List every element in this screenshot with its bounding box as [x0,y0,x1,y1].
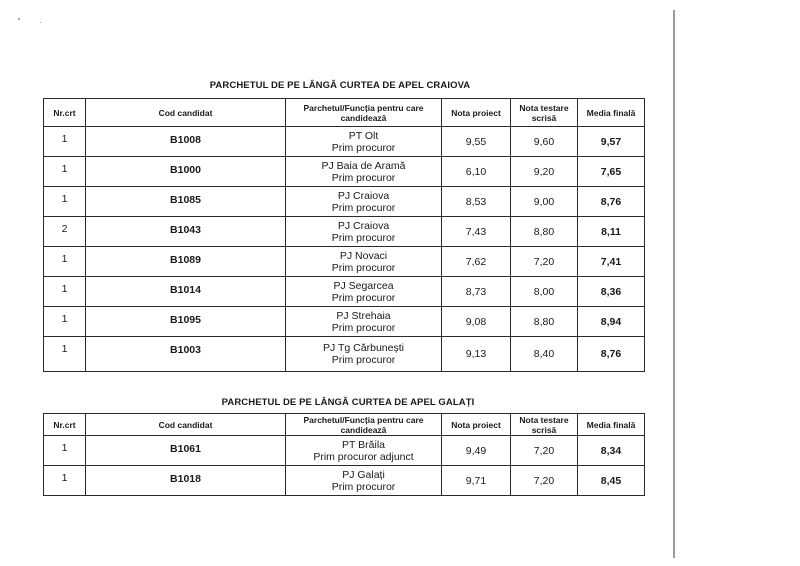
cell-media-finala: 7,41 [578,247,645,277]
header-media: Media finală [578,99,645,127]
cell-nota-proiect: 6,10 [442,157,511,187]
table-row [44,277,645,307]
header-nota-proiect: Nota proiect [442,99,511,127]
cell-parchet-functie [286,466,442,496]
cell-nota-testare: 9,60 [511,127,578,157]
parchet-name: PJ Craiova [337,189,390,202]
cell-cod-candidat: B1095 [86,307,286,337]
parchet-name: PJ Tg Cărbunești [323,342,404,354]
header-nota-testare: Nota testare scrisă [511,414,578,436]
cell-parchet-functie [286,127,442,157]
cell-nr: 1 [44,307,86,337]
header-parchet: Parchetul/Funcția pentru care candidează [286,99,442,127]
results-table-galati [43,413,645,496]
table-row [44,127,645,157]
functie-name: Prim procuror [331,201,396,214]
cell-media-finala: 8,36 [578,277,645,307]
header-cod: Cod candidat [86,414,286,436]
functie-name: Prim procuror [331,141,396,154]
parchet-name: PJ Novaci [339,249,388,262]
cell-nota-testare: 8,40 [511,337,578,372]
cell-nota-testare: 9,00 [511,187,578,217]
cell-nr: 1 [44,277,86,307]
header-nr: Nr.crt [44,99,86,127]
cell-media-finala: 8,94 [578,307,645,337]
parchet-name: PJ Segarcea [333,279,394,292]
cell-nota-proiect: 9,08 [442,307,511,337]
scan-speck [40,22,41,23]
cell-nota-proiect: 9,13 [442,337,511,372]
functie-name: Prim procuror [331,261,396,274]
table-row [44,157,645,187]
table-row [44,436,645,466]
cell-nota-testare: 8,00 [511,277,578,307]
cell-nr: 1 [44,337,86,372]
cell-cod-candidat: B1061 [86,436,286,466]
cell-nota-testare: 8,80 [511,307,578,337]
parchet-name: PJ Strehaia [336,309,391,322]
cell-nr: 1 [44,436,86,466]
parchet-name: PT Olt [348,129,379,142]
functie-name: Prim procuror [331,171,396,184]
cell-media-finala: 8,76 [578,337,645,372]
cell-cod-candidat: B1085 [86,187,286,217]
cell-nota-proiect: 9,49 [442,436,511,466]
header-parchet: Parchetul/Funcția pentru care candidează [286,414,442,436]
scan-edge-line [673,10,675,558]
cell-nr: 1 [44,127,86,157]
cell-parchet-functie [286,157,442,187]
functie-name: Prim procuror [331,231,396,244]
cell-cod-candidat: B1003 [86,337,286,372]
table-header-row [44,414,645,436]
header-media: Media finală [578,414,645,436]
cell-cod-candidat: B1000 [86,157,286,187]
header-nota-proiect: Nota proiect [442,414,511,436]
cell-nota-testare: 8,80 [511,217,578,247]
cell-parchet-functie [286,307,442,337]
cell-nr: 1 [44,187,86,217]
cell-nota-testare: 7,20 [511,466,578,496]
table-row [44,187,645,217]
cell-nota-testare: 7,20 [511,247,578,277]
cell-cod-candidat: B1014 [86,277,286,307]
cell-cod-candidat: B1008 [86,127,286,157]
table-row [44,247,645,277]
cell-parchet-functie [286,277,442,307]
table-header-row [44,99,645,127]
table-row [44,217,645,247]
table-row [44,466,645,496]
cell-nota-proiect: 8,73 [442,277,511,307]
cell-parchet-functie [286,337,442,372]
cell-nota-proiect: 7,43 [442,217,511,247]
cell-nr: 1 [44,247,86,277]
table-row [44,307,645,337]
cell-nr: 1 [44,466,86,496]
table-row [44,337,645,372]
cell-parchet-functie [286,187,442,217]
functie-name: Prim procuror [331,354,396,366]
parchet-name: PJ Galați [342,468,385,481]
cell-nota-proiect: 9,55 [442,127,511,157]
cell-nr: 2 [44,217,86,247]
header-cod: Cod candidat [86,99,286,127]
cell-cod-candidat: B1089 [86,247,286,277]
cell-media-finala: 7,65 [578,157,645,187]
cell-nota-proiect: 7,62 [442,247,511,277]
functie-name: Prim procuror [331,291,396,304]
cell-cod-candidat: B1018 [86,466,286,496]
header-nota-testare: Nota testare scrisă [511,99,578,127]
cell-media-finala: 8,11 [578,217,645,247]
parchet-name: PJ Craiova [337,219,390,232]
cell-nota-proiect: 8,53 [442,187,511,217]
cell-parchet-functie [286,217,442,247]
cell-media-finala: 9,57 [578,127,645,157]
cell-parchet-functie [286,436,442,466]
header-nr: Nr.crt [44,414,86,436]
section-title-craiova: PARCHETUL DE PE LÂNGĂ CURTEA DE APEL CRAIOVA [209,80,471,91]
parchet-name: PJ Baia de Aramă [321,159,406,172]
cell-nota-proiect: 9,71 [442,466,511,496]
results-table-craiova [43,98,645,372]
scan-speck [18,18,20,20]
functie-name: Prim procuror [331,321,396,334]
cell-media-finala: 8,34 [578,436,645,466]
cell-nr: 1 [44,157,86,187]
cell-nota-testare: 7,20 [511,436,578,466]
cell-media-finala: 8,45 [578,466,645,496]
parchet-name: PT Brăila [342,438,385,451]
cell-parchet-functie [286,247,442,277]
cell-cod-candidat: B1043 [86,217,286,247]
section-title-galati: PARCHETUL DE PE LÂNGĂ CURTEA DE APEL GALAȚI [221,397,475,408]
functie-name: Prim procuror adjunct [313,450,414,463]
functie-name: Prim procuror [331,480,396,493]
cell-nota-testare: 9,20 [511,157,578,187]
cell-media-finala: 8,76 [578,187,645,217]
